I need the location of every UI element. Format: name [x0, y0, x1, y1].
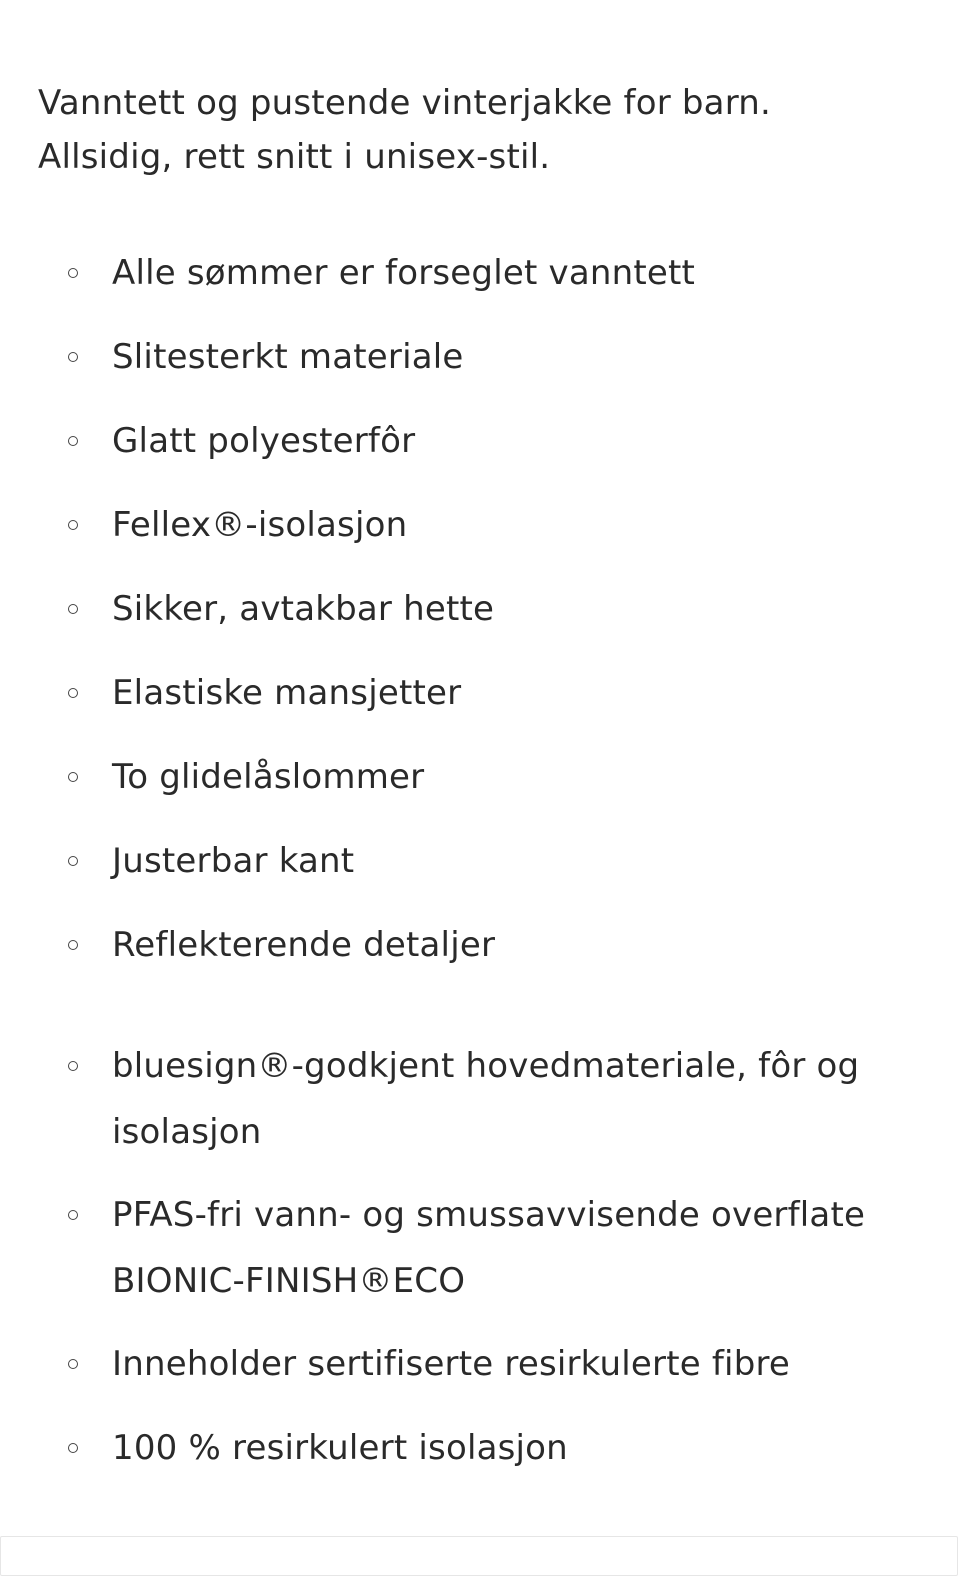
feature-text — [112, 1033, 932, 1165]
feature-line: isolasjon — [112, 1112, 262, 1152]
bullet-icon — [68, 688, 78, 698]
feature-text — [112, 828, 932, 894]
feature-line: Alle sømmer er forseglet vanntett — [112, 253, 696, 293]
feature-line: PFAS-fri vann- og smussavvisende overflate — [112, 1195, 866, 1235]
feature-text — [112, 324, 932, 390]
feature-line: Glatt polyesterfôr — [112, 421, 416, 461]
feature-line: BIONIC-FINISH®ECO — [112, 1261, 466, 1301]
bullet-icon — [68, 772, 78, 782]
feature-line: Elastiske mansjetter — [112, 673, 462, 713]
feature-line: bluesign®-godkjent hovedmateriale, fôr og — [112, 1046, 860, 1086]
feature-text — [112, 408, 932, 474]
feature-line: Justerbar kant — [112, 841, 355, 881]
feature-text — [112, 660, 932, 726]
bullet-icon — [68, 436, 78, 446]
bullet-icon — [68, 520, 78, 530]
feature-text — [112, 240, 932, 306]
bullet-icon — [68, 1210, 78, 1220]
feature-text — [112, 744, 932, 810]
feature-text — [112, 912, 932, 978]
feature-text — [112, 1331, 932, 1397]
bullet-icon — [68, 1443, 78, 1453]
feature-line: Fellex®-isolasjon — [112, 505, 408, 545]
feature-line: Inneholder sertifiserte resirkulerte fibre — [112, 1344, 791, 1384]
description-line-2: Allsidig, rett snitt i unisex-stil. — [38, 137, 551, 177]
feature-text — [112, 1182, 932, 1314]
feature-text — [112, 1415, 932, 1481]
feature-line: Reflekterende detaljer — [112, 925, 496, 965]
next-section-card — [0, 1536, 958, 1576]
description-line-1: Vanntett og pustende vinterjakke for barn. — [38, 83, 772, 123]
bullet-icon — [68, 1061, 78, 1071]
feature-text — [112, 576, 932, 642]
bullet-icon — [68, 268, 78, 278]
feature-line: Slitesterkt materiale — [112, 337, 464, 377]
bullet-icon — [68, 1359, 78, 1369]
product-description — [38, 76, 918, 184]
feature-line: 100 % resirkulert isolasjon — [112, 1428, 568, 1468]
feature-line: Sikker, avtakbar hette — [112, 589, 495, 629]
bullet-icon — [68, 352, 78, 362]
bullet-icon — [68, 604, 78, 614]
bullet-icon — [68, 856, 78, 866]
feature-line: To glidelåslommer — [112, 757, 425, 797]
bullet-icon — [68, 940, 78, 950]
feature-text — [112, 492, 932, 558]
